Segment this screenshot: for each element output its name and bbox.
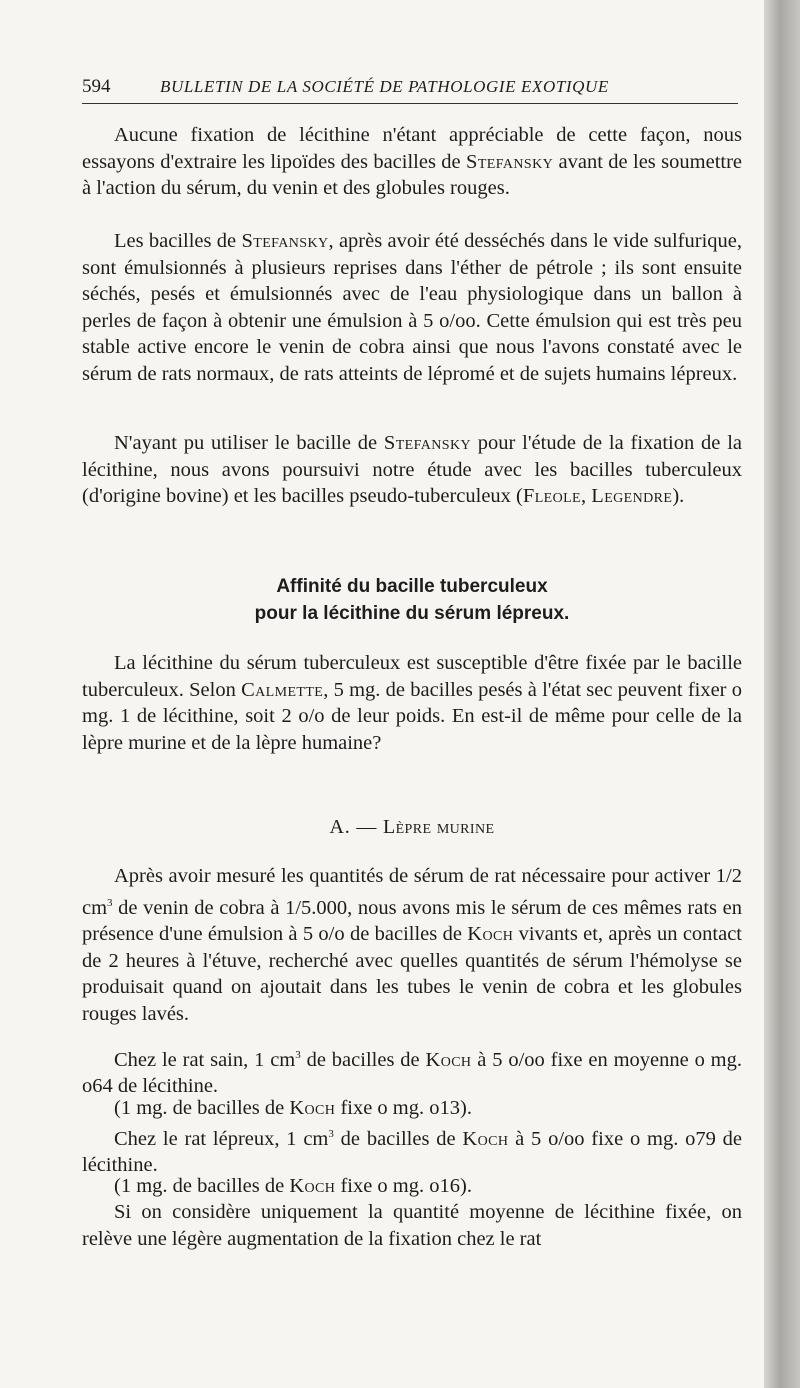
text-span: , 5 mg. de bacilles pesés à l'état sec peuvent fixer o mg. 1 de lécithine, soit 2 o/o de leur poids. En est-il de même pour celle de la lèpre murine et de la lèpre humaine? (82, 678, 742, 754)
text-span: Les bacilles de (114, 230, 242, 252)
text-span: (1 mg. de bacilles de (114, 1097, 290, 1119)
superscript: 3 (107, 896, 113, 909)
text-span: vivants et, après un contact de 2 heures à l'étuve, recherché avec quelles quantités de sérum l'hémolyse se produisait quand on ajoutait dans les tubes le venin de cobra et les globules rouges lavés. (82, 923, 743, 1025)
paragraph-leprous-rat (82, 1121, 742, 1179)
text-span: Chez le rat sain, 1 cm (114, 1048, 296, 1071)
text-span: Chez le rat lépreux, 1 cm (114, 1127, 329, 1150)
paragraph-calmette (82, 650, 742, 756)
text-span: , (581, 485, 592, 508)
section-heading-line-2: pour la lécithine du sérum lépreux. (254, 603, 570, 624)
text-span: de venin de cobra à 1/5.000, nous avons mis le sérum de ces mêmes rats en présence d'une émulsion à 5 o/o de bacilles de (82, 896, 742, 946)
paragraph-method (82, 863, 742, 1027)
author-name: Koch (289, 1097, 336, 1119)
subsection-title: Lèpre murine (382, 816, 495, 838)
text-span: avant de les soumettre à l'action du sérum, du venin et des globules rouges. (82, 150, 743, 200)
text-span: de bacilles de (333, 1127, 463, 1150)
superscript: 3 (328, 1128, 334, 1140)
author-name: Stefansky (241, 230, 329, 252)
page-header (82, 73, 738, 104)
page-number: 594 (82, 76, 111, 97)
author-name: Koch (467, 923, 514, 946)
paragraph-healthy-rat (82, 1042, 742, 1100)
section-heading-line-1: Affinité du bacille tuberculeux (276, 576, 548, 597)
author-name: Legendre (591, 485, 673, 508)
text-span: Aucune fixation de lécithine n'étant appréciable de cette façon, nous essayons d'extraire les lipoïdes des bacilles de (82, 124, 742, 173)
superscript: 3 (295, 1049, 301, 1061)
text-span: de bacilles de (300, 1048, 426, 1071)
subsection-prefix: A. — (329, 816, 383, 838)
text-span: pour l'étude de la fixation de la lécithine, nous avons poursuivi notre étude avec les bacilles tuberculeux (d'origine bovine) et les bacilles pseudo-tuberculeux ( (82, 432, 742, 508)
section-heading (82, 573, 742, 627)
paragraph-conclusion (82, 1199, 742, 1252)
text-span: Si on considère uniquement la quantité moyenne de lécithine fixée, on relève une légère augmentation de la fixation chez le rat (82, 1201, 742, 1250)
paragraph-lipoid-extraction (82, 122, 742, 202)
author-name: Koch (425, 1048, 472, 1071)
paragraph-leprous-rat-note (82, 1173, 742, 1200)
subsection-heading (82, 816, 742, 839)
text-span: La lécithine du sérum tuberculeux est susceptible d'être fixée par le bacille tuberculeux. Selon (82, 652, 742, 701)
text-span: ). (672, 485, 685, 508)
author-name: Fleole (522, 485, 582, 508)
paragraph-healthy-rat-note (82, 1095, 742, 1122)
text-span: Après avoir mesuré les quantités de sérum de rat nécessaire pour activer 1/2 cm (82, 865, 742, 919)
text-span: , après avoir été desséchés dans le vide sulfurique, sont émulsionnés à plusieurs reprises dans l'éther de pétrole ; ils sont ensuite séchés, pesés et émulsionnés avec de l'eau physiologique dans un ballon à perles de façon à obtenir une émulsion à 5 o/oo. Cette émulsion qui est très peu stable active encore le venin de cobra ainsi que nous l'avons constaté avec le sérum de rats normaux, de rats atteints de lépromé et de sujets humains lépreux. (82, 230, 742, 385)
author-name: Stefansky (383, 432, 471, 454)
page-edge-shadow (764, 0, 800, 1388)
text-span: à 5 o/oo fixe o mg. o79 de lécithine. (82, 1127, 743, 1177)
text-span: fixe o mg. o16). (335, 1175, 472, 1197)
author-name: Stefansky (466, 150, 554, 173)
author-name: Koch (289, 1175, 336, 1197)
text-span: à 5 o/oo fixe en moyenne o mg. o64 de lécithine. (82, 1048, 743, 1098)
text-span: fixe o mg. o13). (335, 1097, 472, 1119)
paragraph-stefansky-bacilli (82, 228, 742, 388)
paragraph-tuberculous-bacilli (82, 430, 742, 510)
author-name: Calmette (241, 678, 324, 701)
text-span: (1 mg. de bacilles de (114, 1175, 290, 1197)
text-span: N'ayant pu utiliser le bacille de (114, 432, 384, 454)
author-name: Koch (462, 1127, 509, 1150)
running-title: BULLETIN DE LA SOCIÉTÉ DE PATHOLOGIE EXOTIQUE (160, 77, 609, 96)
